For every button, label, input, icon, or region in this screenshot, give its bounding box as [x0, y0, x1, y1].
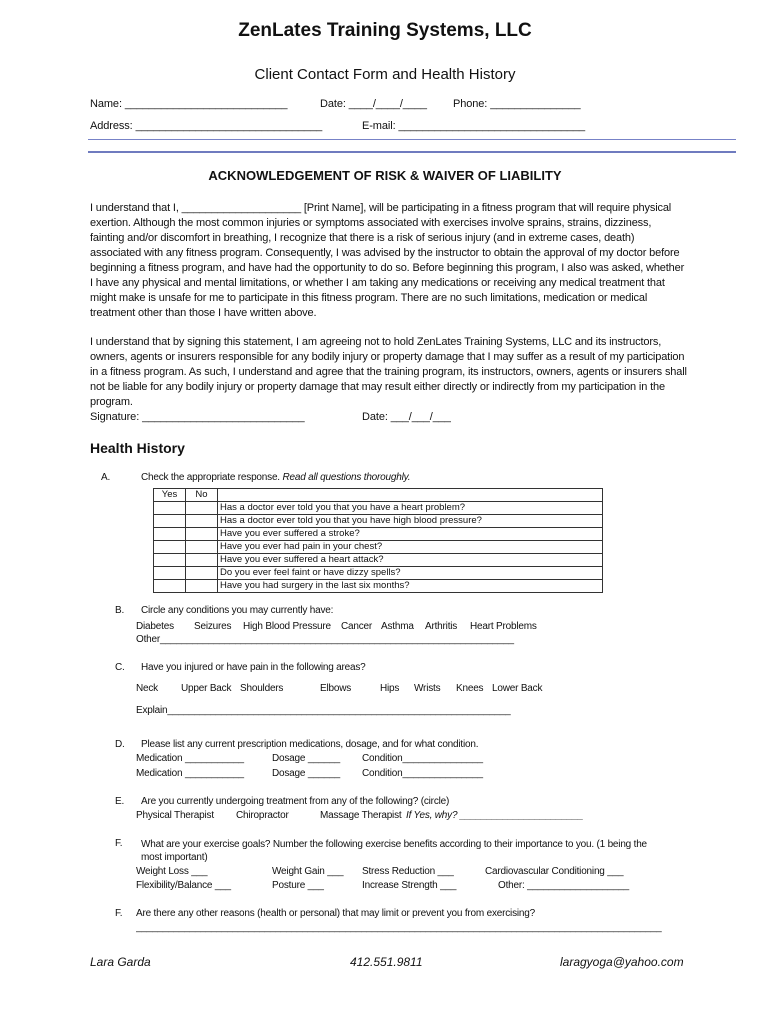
table-row	[154, 554, 603, 567]
section-b-letter: B.	[115, 605, 125, 616]
form-subtitle: Client Contact Form and Health History	[254, 66, 516, 83]
yes-checkbox[interactable]	[154, 515, 186, 528]
no-checkbox[interactable]	[186, 567, 218, 580]
condition-option[interactable]: Arthritis	[425, 621, 458, 632]
pain-area-option[interactable]: Neck	[136, 683, 158, 694]
table-row	[154, 580, 603, 593]
no-checkbox[interactable]	[186, 502, 218, 515]
yes-checkbox[interactable]	[154, 502, 186, 515]
goal-weight-loss[interactable]: Weight Loss ___	[136, 866, 208, 877]
section-a-letter: A.	[101, 472, 111, 483]
section-e-text: Are you currently undergoing treatment from any of the following? (circle)	[141, 796, 450, 807]
table-row	[154, 567, 603, 580]
yes-checkbox[interactable]	[154, 580, 186, 593]
goal-strength[interactable]: Increase Strength ___	[362, 880, 457, 891]
condition-option[interactable]: Heart Problems	[470, 621, 537, 632]
pain-area-option[interactable]: Lower Back	[492, 683, 543, 694]
address-field[interactable]: Address: _______________________________	[90, 120, 323, 132]
section-a-text: Check the appropriate response.	[141, 472, 280, 483]
condition-field[interactable]: Condition_______________	[362, 753, 483, 764]
footer-email[interactable]: laragyoga@yahoo.com	[560, 955, 684, 969]
condition-field[interactable]: Condition_______________	[362, 768, 483, 779]
goal-posture[interactable]: Posture ___	[272, 880, 324, 891]
footer-phone: 412.551.9811	[350, 955, 423, 969]
footer-name: Lara Garda	[90, 955, 151, 969]
yes-column-header: Yes	[154, 489, 186, 502]
question-text: Have you ever suffered a stroke?	[218, 528, 603, 541]
section-d-text: Please list any current prescription medications, dosage, and for what condition.	[141, 739, 479, 750]
section-f2-letter: F.	[115, 908, 123, 919]
signature-field[interactable]: Signature: ___________________________	[90, 411, 305, 423]
section-c-text: Have you injured or have pain in the following areas?	[141, 662, 366, 673]
dosage-field[interactable]: Dosage ______	[272, 753, 341, 764]
no-checkbox[interactable]	[186, 580, 218, 593]
medication-field[interactable]: Medication ___________	[136, 768, 244, 779]
table-row	[154, 502, 603, 515]
yes-checkbox[interactable]	[154, 541, 186, 554]
no-checkbox[interactable]	[186, 554, 218, 567]
no-checkbox[interactable]	[186, 541, 218, 554]
goal-weight-gain[interactable]: Weight Gain ___	[272, 866, 344, 877]
phone-field[interactable]: Phone: _______________	[453, 98, 581, 110]
divider-line	[88, 139, 736, 140]
yes-checkbox[interactable]	[154, 554, 186, 567]
waiver-heading: ACKNOWLEDGEMENT OF RISK & WAIVER OF LIABILITY	[208, 168, 562, 183]
section-a-italic-note: Read all questions thoroughly.	[282, 472, 411, 483]
divider-line-thick	[88, 151, 736, 153]
no-checkbox[interactable]	[186, 528, 218, 541]
condition-option[interactable]: Asthma	[381, 621, 414, 632]
question-text: Has a doctor ever told you that you have a heart problem?	[218, 502, 603, 515]
condition-option[interactable]: High Blood Pressure	[243, 621, 331, 632]
health-history-heading: Health History	[90, 440, 185, 456]
section-a-instructions	[141, 472, 410, 483]
email-field[interactable]: E-mail: _______________________________	[362, 120, 586, 132]
date-field[interactable]: Date: ____/____/____	[320, 98, 427, 110]
section-d-letter: D.	[115, 739, 125, 750]
treatment-option[interactable]: Chiropractor	[236, 810, 289, 821]
section-b-text: Circle any conditions you may currently have:	[141, 605, 334, 616]
treatment-option[interactable]: Physical Therapist	[136, 810, 214, 821]
no-column-header: No	[186, 489, 218, 502]
question-header-blank	[218, 489, 603, 502]
section-e-letter: E.	[115, 796, 125, 807]
health-questions-table	[153, 488, 603, 593]
dosage-field[interactable]: Dosage ______	[272, 768, 341, 779]
section-f2-text: Are there any other reasons (health or personal) that may limit or prevent you from exercising?	[136, 908, 535, 919]
question-text: Has a doctor ever told you that you have high blood pressure?	[218, 515, 603, 528]
other-reasons-field[interactable]: __________________________________________________________________________________________________	[136, 922, 662, 933]
document-title: ZenLates Training Systems, LLC	[238, 20, 532, 41]
medication-field[interactable]: Medication ___________	[136, 753, 244, 764]
condition-option[interactable]: Diabetes	[136, 621, 174, 632]
condition-option[interactable]: Cancer	[341, 621, 373, 632]
name-field[interactable]: Name: ___________________________	[90, 98, 288, 110]
other-conditions-field[interactable]: Other__________________________________________________________________	[136, 634, 514, 645]
pain-area-option[interactable]: Hips	[380, 683, 400, 694]
pain-area-option[interactable]: Elbows	[320, 683, 352, 694]
goal-stress-reduction[interactable]: Stress Reduction ___	[362, 866, 454, 877]
no-checkbox[interactable]	[186, 515, 218, 528]
question-text: Have you ever had pain in your chest?	[218, 541, 603, 554]
condition-option[interactable]: Seizures	[194, 621, 232, 632]
explain-field[interactable]: Explain________________________________________________________________	[136, 705, 511, 716]
question-text: Have you had surgery in the last six months?	[218, 580, 603, 593]
table-row	[154, 515, 603, 528]
pain-area-option[interactable]: Knees	[456, 683, 484, 694]
section-f-goals-text: What are your exercise goals? Number the following exercise benefits according to their importance to you. (1 being the most important)	[141, 839, 647, 863]
pain-area-option[interactable]: Shoulders	[240, 683, 284, 694]
question-text: Have you ever suffered a heart attack?	[218, 554, 603, 567]
question-text: Do you ever feel faint or have dizzy spells?	[218, 567, 603, 580]
goal-other[interactable]: Other: ___________________	[498, 880, 630, 891]
section-f-letter: F.	[115, 838, 123, 849]
pain-area-option[interactable]: Wrists	[414, 683, 441, 694]
treatment-option[interactable]: Massage Therapist	[320, 810, 402, 821]
yes-checkbox[interactable]	[154, 567, 186, 580]
table-row	[154, 541, 603, 554]
section-c-letter: C.	[115, 662, 125, 673]
treatment-reason-field[interactable]: If Yes, why? _______________________	[406, 810, 584, 821]
goal-flexibility[interactable]: Flexibility/Balance ___	[136, 880, 231, 891]
table-row	[154, 528, 603, 541]
yes-checkbox[interactable]	[154, 528, 186, 541]
goal-cardio[interactable]: Cardiovascular Conditioning ___	[485, 866, 624, 877]
pain-area-option[interactable]: Upper Back	[181, 683, 232, 694]
signature-date-field[interactable]: Date: ___/___/___	[362, 411, 451, 423]
waiver-paragraph-1: I understand that I, ____________________ [Print Name], will be participating in a fitness program that will require physical exertion. Although the most common injuries or symptoms associated with exercises involve sprains, strains, dizziness, fainting and/or discomfort in breathing, I recognize that there is a risk of serious injury (and in extreme cases, death) associated with any fitness program. Consequently, I was advised by the instructor to obtain the approval of my doctor before beginning a fitness program, and have had the opportunity to do so. Before beginning this program, I also was asked, whether I have any physical and mental limitations, or whether I am taking any medications or receiving any medical treatment that might make is unsafe for me to participate in this fitness program. There are no such limitations, medication or medical treatment other than those I have written above.	[90, 202, 685, 319]
waiver-paragraph-2: I understand that by signing this statement, I am agreeing not to hold ZenLates Training Systems, LLC and its instructors, owners, agents or insurers responsible for any bodily injury or property damage that I may suffer as a result of my participation in a fitness program. As such, I understand and agree that the training program, its instructors, owners, agents or insurers shall not be liable for any bodily injury or property damage that may result either directly or indirectly from my participation in the program.	[90, 336, 687, 408]
